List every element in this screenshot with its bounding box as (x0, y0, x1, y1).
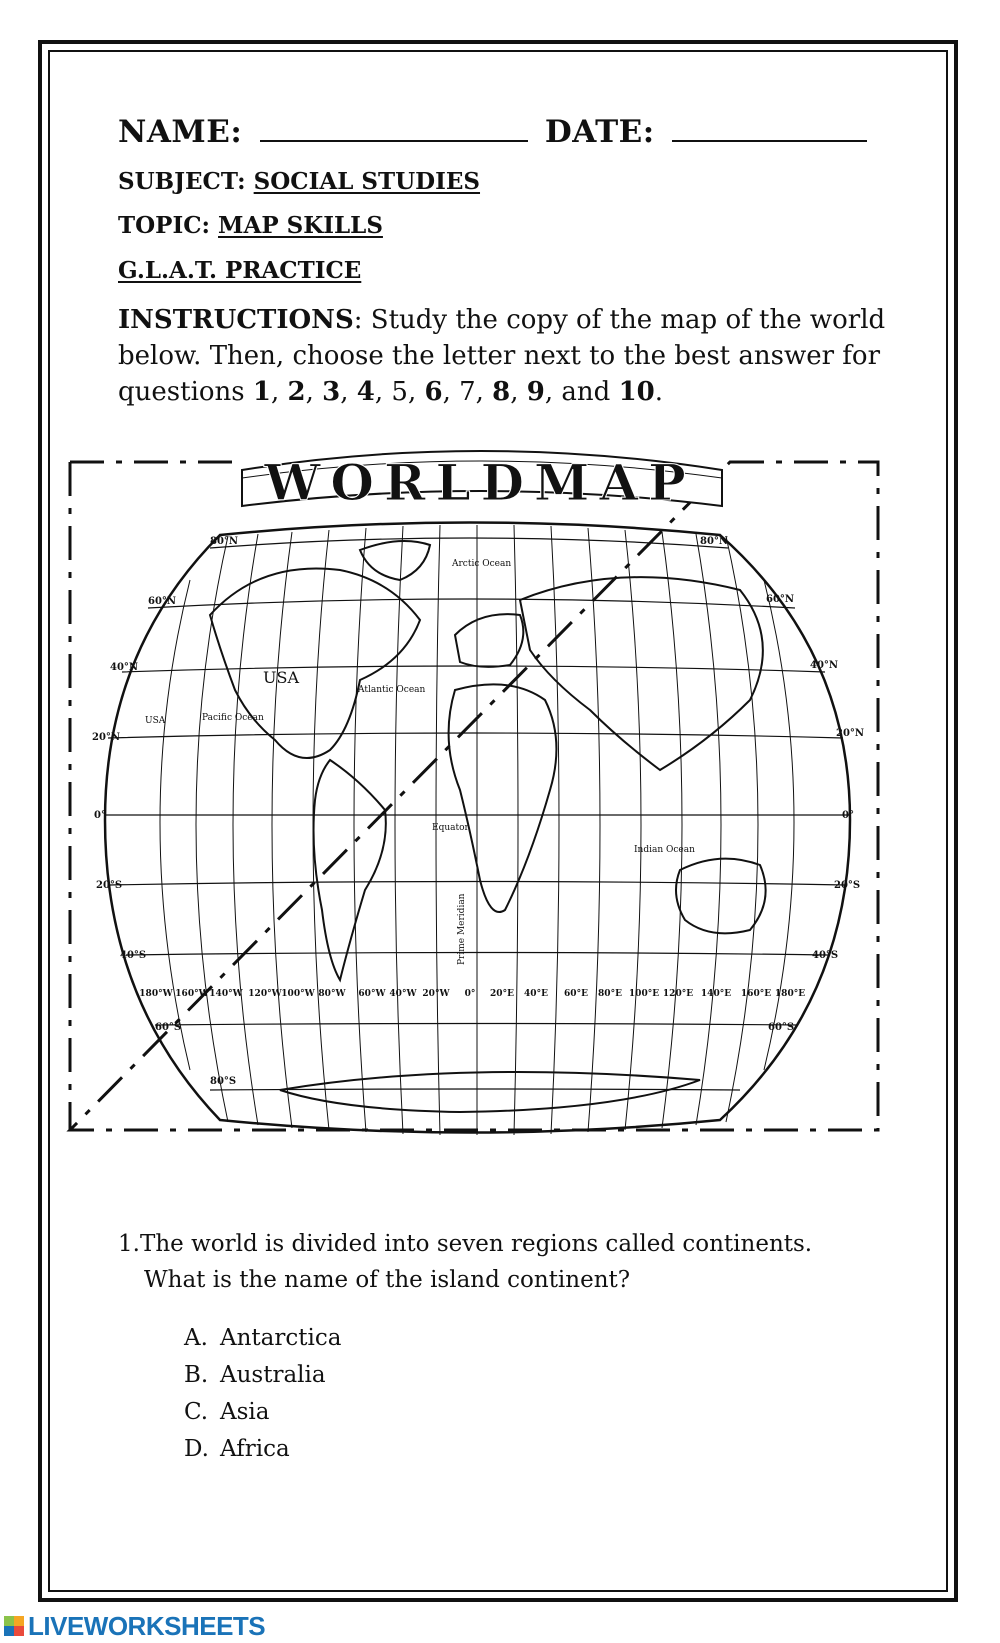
option-letter: A. (184, 1325, 208, 1351)
option-b[interactable] (184, 1357, 341, 1394)
subject-value: SOCIAL STUDIES (253, 168, 481, 195)
subject-label: SUBJECT: (118, 168, 246, 195)
brand-name: LIVEWORKSHEETS (28, 1610, 266, 1641)
instructions: INSTRUCTIONS: Study the copy of the map of the world below. Then, choose the letter next to the best answer for questions 1, 2, 3, 4, 5, 6, 7, 8, 9, and 10. (118, 305, 886, 407)
label-pacific-ocean: Pacific Ocean (202, 713, 264, 723)
qref-4: 4 (356, 377, 375, 407)
option-text: Australia (220, 1362, 326, 1388)
practice-title: G.L.A.T. PRACTICE (118, 257, 362, 284)
lat-left-20n: 20°N (92, 732, 121, 743)
lat-left-60s: 60°S (155, 1022, 182, 1033)
lat-right-40n: 40°N (810, 660, 839, 671)
date-blank[interactable] (672, 112, 867, 142)
lat-left-0: 0° (94, 810, 106, 821)
lat-left-60n: 60°N (148, 596, 177, 607)
lon-160w: 160°W (175, 989, 209, 999)
label-usa-hawaii: USA (145, 716, 166, 726)
qref-8: 8 (492, 377, 511, 407)
lat-right-60n: 60°N (766, 594, 795, 605)
lon-160e: 160°E (740, 989, 772, 999)
lon-60e: 60°E (564, 989, 588, 999)
lon-40e: 40°E (524, 989, 548, 999)
label-atlantic-ocean: Atlantic Ocean (358, 685, 426, 695)
globe (105, 523, 850, 1136)
lat-left-80n: 80°N (210, 536, 239, 547)
lon-20e: 20°E (490, 989, 514, 999)
lat-left-40s: 40°S (120, 950, 147, 961)
lon-120e: 120°E (662, 989, 694, 999)
africa (449, 684, 557, 912)
map-title: WORLDMAP (264, 453, 696, 512)
option-letter: D. (184, 1436, 209, 1462)
lon-140w: 140°W (209, 989, 243, 999)
longitude-lines (160, 525, 794, 1135)
option-text: Africa (220, 1436, 290, 1462)
option-text: Antarctica (220, 1325, 342, 1351)
option-text: Asia (220, 1399, 270, 1425)
lat-left-40n: 40°N (110, 662, 139, 673)
greenland (360, 541, 430, 580)
label-indian-ocean: Indian Ocean (634, 845, 695, 855)
lon-0: 0° (464, 989, 476, 999)
qref-6: 6 (424, 377, 443, 407)
instructions-label: INSTRUCTIONS (118, 305, 354, 335)
instructions-text: : Study the copy of the map of the world below. Then, choose the letter next to the best answer for questions (118, 305, 886, 407)
question-line-2: What is the name of the island continent? (144, 1267, 631, 1293)
qref-1: 1 (252, 377, 271, 407)
qref-2: 2 (287, 377, 306, 407)
lon-180e: 180°E (774, 989, 806, 999)
option-letter: C. (184, 1399, 209, 1425)
option-d[interactable] (184, 1431, 341, 1468)
label-usa-main: USA (263, 668, 299, 687)
qref-3: 3 (322, 377, 341, 407)
topic-value: MAP SKILLS (218, 212, 383, 239)
lat-right-60s: 60°S (768, 1022, 795, 1033)
subject-line (118, 168, 480, 195)
label-equator: Equator (432, 823, 469, 833)
lat-left-20s: 20°S (96, 880, 123, 891)
question-line-1: The world is divided into seven regions called continents. (140, 1231, 813, 1257)
lon-120w: 120°W (248, 989, 282, 999)
question-number: 1. (118, 1231, 140, 1257)
lat-right-0: 0° (842, 810, 854, 821)
lon-140e: 140°E (700, 989, 732, 999)
qref-5: 5 (391, 377, 408, 407)
qref-10: 10 (618, 377, 655, 407)
longitude-labels (139, 989, 805, 999)
label-prime-meridian: Prime Meridian (457, 893, 467, 965)
instructions-end: . (654, 377, 664, 407)
date-label: DATE: (544, 114, 655, 150)
lat-right-20s: 20°S (834, 880, 861, 891)
liveworksheets-logo-icon (4, 1616, 24, 1636)
name-blank[interactable] (260, 112, 528, 142)
footer-brand[interactable] (4, 1611, 265, 1641)
lat-right-40s: 40°S (812, 950, 839, 961)
lon-80e: 80°E (598, 989, 622, 999)
qref-7: 7 (459, 377, 476, 407)
and-word: and (561, 377, 611, 407)
question-1 (118, 1226, 812, 1298)
europe (455, 614, 523, 667)
lon-100e: 100°E (628, 989, 660, 999)
map-title-banner (242, 451, 722, 512)
south-america (314, 760, 386, 980)
lon-20w: 20°W (422, 989, 450, 999)
antarctica (280, 1072, 700, 1112)
lon-60w: 60°W (358, 989, 386, 999)
label-arctic-ocean: Arctic Ocean (452, 559, 512, 569)
topic-line (118, 212, 383, 239)
option-a[interactable] (184, 1320, 341, 1357)
lon-80w: 80°W (318, 989, 346, 999)
lat-right-80n: 80°N (700, 536, 729, 547)
lon-40w: 40°W (389, 989, 417, 999)
name-label: NAME: (118, 114, 243, 150)
name-date-line (118, 112, 873, 150)
qref-9: 9 (526, 377, 545, 407)
option-c[interactable] (184, 1394, 341, 1431)
lon-180w: 180°W (139, 989, 173, 999)
lat-right-20n: 20°N (836, 728, 865, 739)
lat-left-80s: 80°S (210, 1076, 237, 1087)
lon-100w: 100°W (281, 989, 315, 999)
world-map (60, 440, 940, 1140)
answer-options (184, 1320, 341, 1468)
option-letter: B. (184, 1362, 209, 1388)
topic-label: TOPIC: (118, 212, 210, 239)
